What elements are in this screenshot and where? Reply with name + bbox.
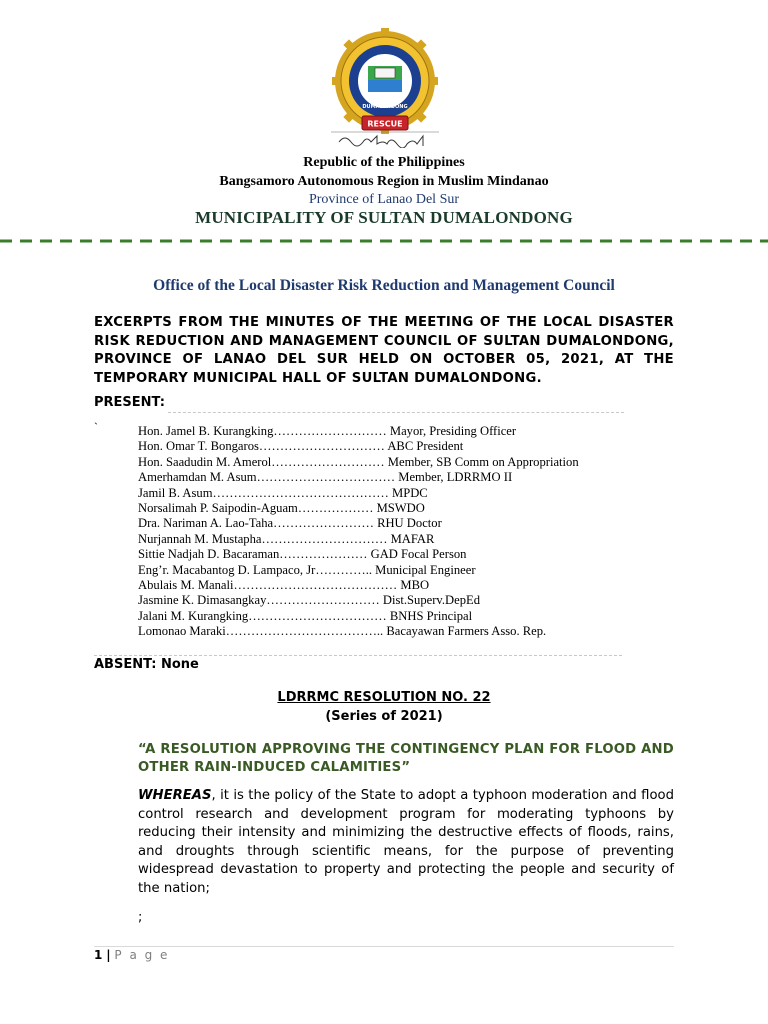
attendee-dots: …………………………………… — [212, 485, 389, 500]
whereas-label: WHEREAS — [138, 788, 212, 803]
trailing-semicolon: ; — [138, 910, 143, 925]
attendee-role: GAD Focal Person — [370, 547, 467, 562]
attendee-name: Nurjannah M. Mustapha — [138, 531, 262, 546]
stray-mark: ` — [94, 420, 98, 434]
municipal-seal-icon — [330, 28, 440, 138]
attendee-name: Hon. Jamel B. Kurangking — [138, 424, 274, 438]
attendee-row — [138, 563, 698, 578]
whereas-text: , it is the policy of the State to adopt a typhoon moderation and flood control research and development program for moderating typhoons by reducing their intensity and minimizing the destructive effects of floods, rains, and droughts through scientific means, for the purpose of preventing widespread devastation to property and protecting the people and security of the nation; — [138, 788, 674, 896]
attendee-name: Jasmine K. Dimasangkay — [138, 593, 267, 608]
minutes-excerpt: EXCERPTS FROM THE MINUTES OF THE MEETING OF THE LOCAL DISASTER RISK REDUCTION AND MANAGEMENT COUNCIL OF SULTAN DUMALONDONG, PROVINCE OF LANAO DEL SUR HELD ON OCTOBER 05, 2021, AT THE TEMPORARY MUNICIPAL HALL OF SULTAN DUMALONDONG. — [94, 315, 674, 386]
absent-label: ABSENT: None — [94, 657, 199, 672]
attendee-name: Dra. Nariman A. Lao-Taha — [138, 516, 274, 531]
attendee-dots: ………….. — [315, 562, 372, 577]
attendees-list — [138, 424, 698, 640]
page-footer — [94, 948, 169, 962]
attendee-role: MAFAR — [390, 531, 435, 546]
resolution-series: (Series of 2021) — [325, 709, 443, 724]
attendee-dots: …………………………… — [256, 470, 396, 485]
present-label: PRESENT: — [94, 395, 165, 410]
attendee-name: Hon. Saadudin M. Amerol — [138, 454, 272, 469]
attendee-dots: …………………………… — [248, 608, 387, 623]
attendee-role: Municipal Engineer — [375, 562, 476, 577]
attendee-name: Jamil B. Asum — [138, 485, 213, 500]
attendee-dots: ……………………… — [273, 424, 387, 438]
attendee-row — [138, 609, 698, 624]
attendee-row — [138, 547, 698, 562]
attendee-role: MPDC — [392, 485, 428, 500]
header-republic: Republic of the Philippines — [303, 155, 465, 170]
header-municipality: MUNICIPALITY OF SULTAN DUMALONDONG — [195, 208, 573, 227]
header-divider — [0, 238, 768, 244]
attendee-dots: ……………………………….. — [225, 624, 384, 639]
attendee-name: Norsalimah P. Saipodin-Aguam — [138, 501, 298, 516]
page-word: P a g e — [114, 948, 170, 962]
attendee-name: Amerhamdan M. Asum — [138, 470, 257, 485]
attendee-dots: ……………………… — [266, 593, 380, 608]
footer-rule — [94, 946, 674, 947]
attendee-dots: ………………………………… — [233, 578, 398, 593]
resolution-name: “A RESOLUTION APPROVING THE CONTINGENCY PLAN FOR FLOOD AND OTHER RAIN-INDUCED CALAMITIES” — [138, 742, 674, 775]
attendee-dots: ………………………… — [258, 439, 385, 454]
attendee-role: MBO — [400, 578, 430, 593]
present-rule — [168, 412, 624, 413]
attendee-name: Jalani M. Kurangking — [138, 608, 249, 623]
office-title: Office of the Local Disaster Risk Reduction and Management Council — [153, 277, 615, 294]
header-province: Province of Lanao Del Sur — [308, 192, 460, 207]
attendee-dots: …………………… — [273, 516, 374, 531]
attendee-dots: ………………… — [279, 547, 368, 562]
whereas-clause — [138, 787, 674, 899]
attendee-role: Member, SB Comm on Appropriation — [387, 454, 579, 469]
attendee-row — [138, 424, 698, 439]
page-number: 1 — [94, 948, 103, 962]
attendee-row — [138, 470, 698, 485]
attendee-row — [138, 516, 698, 531]
attendee-role: BNHS Principal — [389, 608, 473, 623]
attendee-row — [138, 486, 698, 501]
attendee-role: Mayor, Presiding Officer — [389, 424, 517, 438]
attendee-row — [138, 532, 698, 547]
seal-banner-text: RESCUE — [367, 119, 403, 129]
resolution-title: LDRRMC RESOLUTION NO. 22 — [277, 690, 491, 705]
attendee-name: Sittie Nadjah D. Bacaraman — [138, 547, 280, 562]
basmala-calligraphy-icon — [331, 128, 439, 148]
attendee-row — [138, 455, 698, 470]
attendee-row — [138, 501, 698, 516]
seal-ring-text: DUMALONDONG — [362, 104, 408, 110]
attendee-role: Dist.Superv.DepEd — [382, 593, 480, 608]
attendee-role: RHU Doctor — [377, 516, 442, 531]
attendee-row — [138, 578, 698, 593]
attendee-role: ABC President — [387, 439, 464, 454]
attendee-role: Bacayawan Farmers Asso. Rep. — [386, 624, 547, 639]
attendee-role: MSWDO — [376, 501, 425, 516]
absent-rule — [94, 655, 622, 656]
attendee-name: Abulais M. Manali — [138, 578, 234, 593]
attendee-row — [138, 439, 698, 454]
page-separator: | — [106, 948, 111, 962]
attendee-dots: ……………………… — [271, 454, 385, 469]
header-region: Bangsamoro Autonomous Region in Muslim Mindanao — [219, 174, 549, 189]
attendee-dots: ……………… — [297, 501, 374, 516]
attendee-name: Hon. Omar T. Bongaros — [138, 439, 259, 454]
attendee-name: Lomonao Maraki — [138, 624, 226, 639]
attendee-row — [138, 593, 698, 608]
attendee-name: Eng’r. Macabantog D. Lampaco, Jr — [138, 562, 316, 577]
attendee-role: Member, LDRRMO II — [398, 470, 513, 485]
attendee-row — [138, 624, 698, 639]
attendee-dots: ………………………… — [261, 531, 388, 546]
